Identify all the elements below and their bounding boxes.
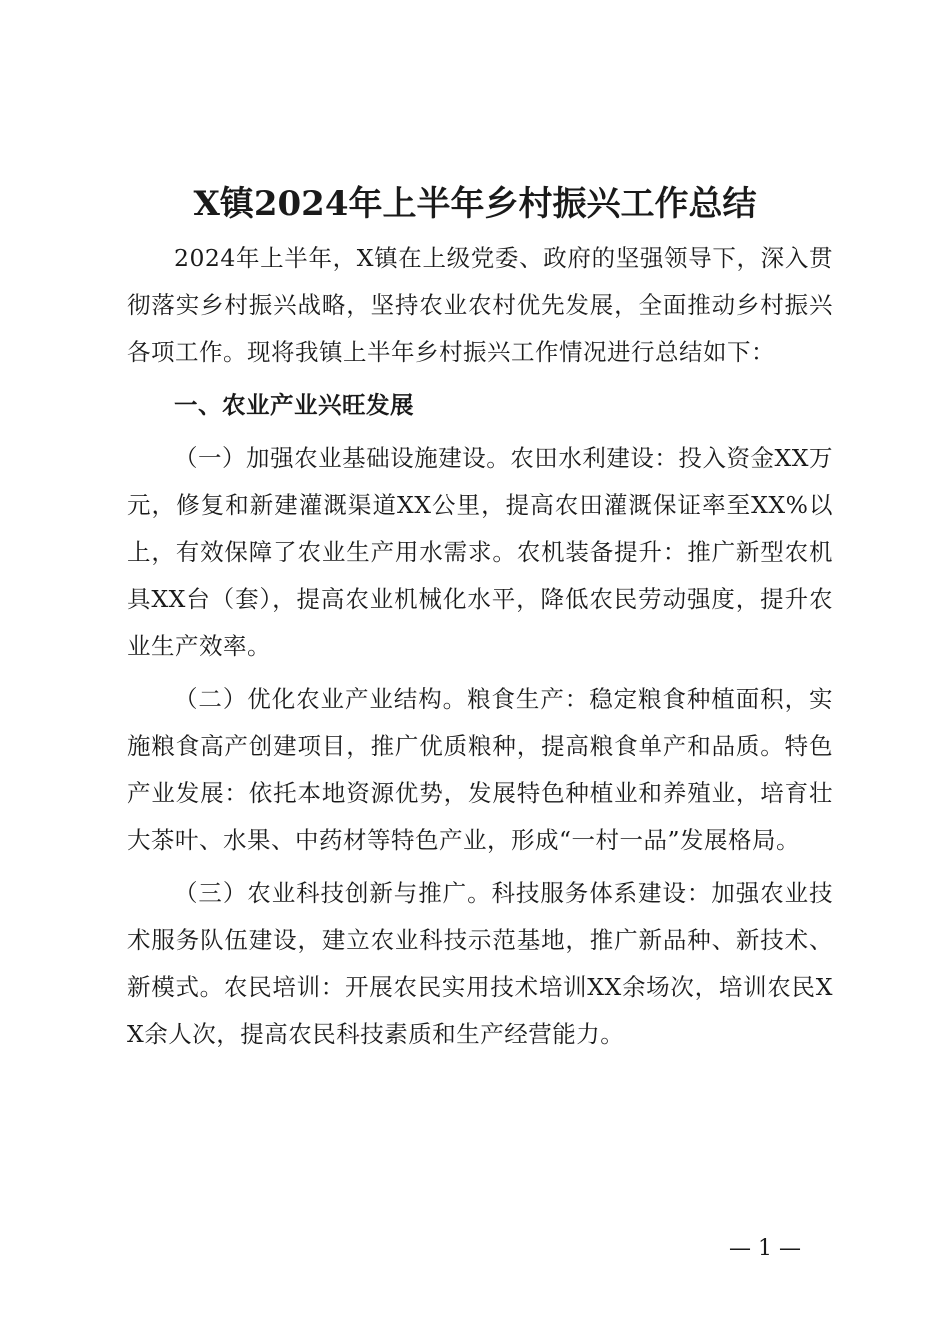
document-body (127, 235, 833, 1064)
paragraph-tech-innovation: （三）农业科技创新与推广。科技服务体系建设：加强农业技术服务队伍建设，建立农业科技示范基地，推广新品种、新技术、新模式。农民培训：开展农民实用技术培训XX余场次，培训农民XX余人次，提高农民科技素质和生产经营能力。 (127, 879, 833, 1048)
section-heading: 一、农业产业兴旺发展 (174, 391, 414, 419)
paragraph-industry-structure: （二）优化农业产业结构。粮食生产：稳定粮食种植面积，实施粮食高产创建项目，推广优质粮种，提高粮食单产和品质。特色产业发展：依托本地资源优势，发展特色种植业和养殖业，培育壮大茶叶、水果、中药材等特色产业，形成“一村一品”发展格局。 (127, 685, 833, 854)
document-title: X镇2024年上半年乡村振兴工作总结 (193, 184, 757, 224)
paragraph-infrastructure: （一）加强农业基础设施建设。农田水利建设：投入资金XX万元，修复和新建灌溉渠道XX公里，提高农田灌溉保证率至XX%以上，有效保障了农业生产用水需求。农机装备提升：推广新型农机具XX台（套），提高农业机械化水平，降低农民劳动强度，提升农业生产效率。 (127, 444, 833, 660)
page-number: — 1 — (729, 1236, 801, 1261)
intro-paragraph: 2024年上半年，X镇在上级党委、政府的坚强领导下，深入贯彻落实乡村振兴战略，坚持农业农村优先发展，全面推动乡村振兴各项工作。现将我镇上半年乡村振兴工作情况进行总结如下： (127, 244, 833, 366)
